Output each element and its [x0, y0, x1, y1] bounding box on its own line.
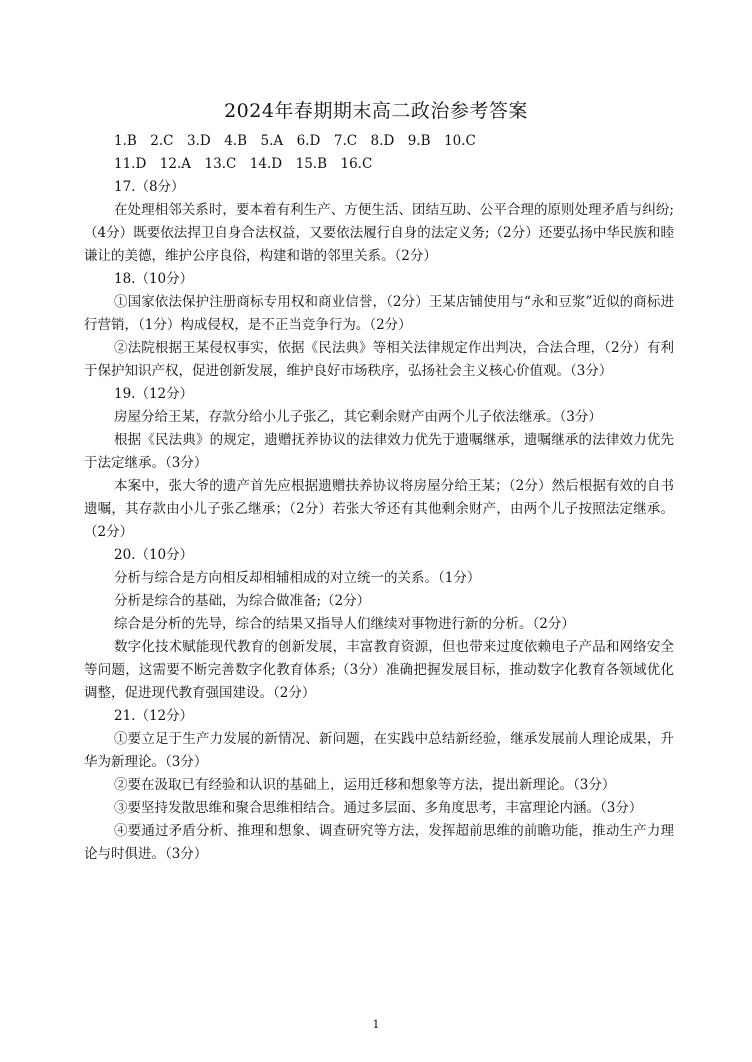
q17-heading: 17.（8分）: [114, 179, 185, 195]
q20-paragraph-4: 数字化技术赋能现代教育的创新发展，丰富教育资源，但也带来过度依赖电子产品和网络安全等问题，这需要不断完善数字化教育体系;（3分）准确把握发展目标，推动数字化教育各领域优化调整，促进现代教育强国建设。（2分）: [84, 639, 674, 701]
q18-paragraph-1: ①国家依法保护注册商标专用权和商业信誉，（2分）王某店铺使用与“永和豆浆”近似的商标进行营销，（1分）构成侵权，是不正当竞争行为。（2分）: [84, 294, 674, 333]
q21-heading: 21.（12分）: [114, 708, 194, 724]
page-number: 1: [372, 1018, 380, 1031]
q20-paragraph-2: 分析是综合的基础，为综合做准备;（2分）: [114, 593, 371, 609]
q20-paragraph-1: 分析与综合是方向相反却相辅相成的对立统一的关系。（1分）: [114, 570, 481, 586]
q20-heading: 20.（10分）: [114, 547, 194, 563]
q18-heading: 18.（10分）: [114, 271, 194, 287]
q21-paragraph-3: ③要坚持发散思维和聚合思维相结合。通过多层面、多角度思考，丰富理论内涵。（3分）: [114, 800, 643, 816]
q21-paragraph-1: ①要立足于生产力发展的新情况、新问题，在实践中总结新经验，继承发展前人理论成果，升华为新理论。（3分）: [84, 731, 674, 770]
page-title: 2024年春期期末高二政治参考答案: [224, 100, 528, 122]
q20-paragraph-3: 综合是分析的先导，综合的结果又指导人们继续对事物进行新的分析。（2分）: [114, 616, 575, 632]
q19-heading: 19.（12分）: [114, 386, 194, 402]
answer-body: [84, 130, 674, 866]
q21-paragraph-4: ④要通过矛盾分析、推理和想象、调查研究等方法，发挥超前思维的前瞻功能，推动生产力理论与时俱进。（3分）: [84, 823, 674, 862]
q19-paragraph-2: 根据《民法典》的规定，遗赠抚养协议的法律效力优先于遗嘱继承，遗嘱继承的法律效力优先于法定继承。（3分）: [84, 432, 674, 471]
choice-answers-line-1: 1.B 2.C 3.D 4.B 5.A 6.D 7.C 8.D 9.B 10.C: [114, 133, 476, 149]
q19-paragraph-3: 本案中，张大爷的遗产首先应根据遗赠扶养协议将房屋分给王某；（2分）然后根据有效的自书遗嘱，其存款由小儿子张乙继承；（2分）若张大爷还有其他剩余财产，由两个儿子按照法定继承。（2分）: [84, 478, 674, 540]
q17-paragraph-1: 在处理相邻关系时，要本着有利生产、方便生活、团结互助、公平合理的原则处理矛盾与纠纷;（4分）既要依法捍卫自身合法权益，又要依法履行自身的法定义务;（2分）还要弘扬中华民族和睦谦让的美德，维护公序良俗，构建和谐的邻里关系。（2分）: [84, 202, 674, 264]
choice-answers-line-2: 11.D 12.A 13.C 14.D 15.B 16.C: [114, 156, 373, 172]
q19-paragraph-1: 房屋分给王某，存款分给小儿子张乙，其它剩余财产由两个儿子依法继承。（3分）: [114, 409, 602, 425]
q18-paragraph-2: ②法院根据王某侵权事实，依据《民法典》等相关法律规定作出判决，合法合理，（2分）有利于保护知识产权，促进创新发展，维护良好市场秩序，弘扬社会主义核心价值观。（3分）: [84, 340, 674, 379]
q21-paragraph-2: ②要在汲取已有经验和认识的基础上，运用迁移和想象等方法，提出新理论。（3分）: [114, 777, 616, 793]
